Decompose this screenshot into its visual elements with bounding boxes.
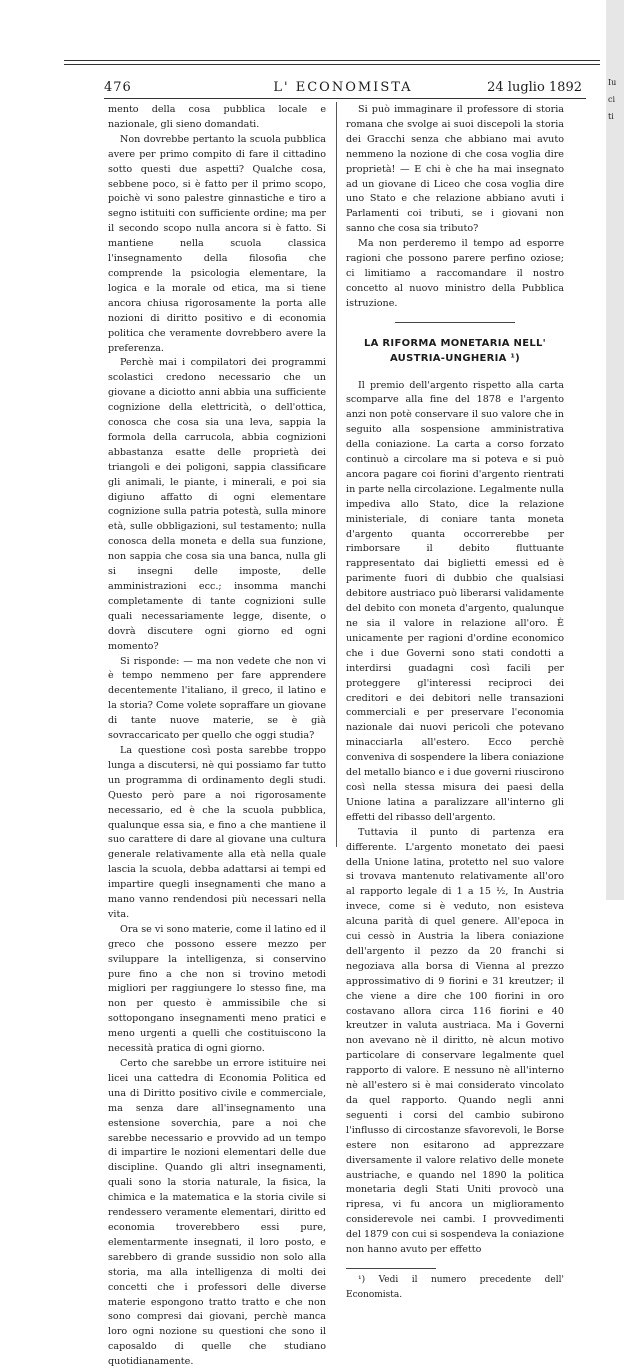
paragraph: Ma non perderemo il tempo ad esporre ragioni che possono parere perfino oziose; ci limitiamo a raccomandare il nostro concetto al nuovo ministro della Pubblica istruzione. bbox=[346, 238, 564, 309]
paragraph: Perchè mai i compilatori dei programmi scolastici credono necessario che un giovane a diciotto anni abbia una sufficiente cognizione della elettricità, o dell'ottica, conosca che cosa sia una leva, sappia la formola della carrucola, abbia cognizioni abbastanza esatte delle proprietà dei triangoli e dei poligoni, sappia classificare gli animali, le piante, i minerali, e poi sia digiuno affatto di ogni elementare cognizione sulla patria potestà, sulla minore età, sulle obbligazioni, sul testamento; nulla conosca della moneta e della sua funzione, non sappia che cosa sia una banca, nulla gli si insegni delle imposte, delle amministrazioni ecc.; insomma manchi completamente di tante cognizioni sulle quali necessariamente legge, disente, o dovrà discutere ogni giorno ed ogni momento? bbox=[108, 357, 326, 652]
paragraph: Si risponde: — ma non vedete che non vi è tempo nemmeno per fare apprendere decentemente l'italiano, il greco, il latino e la storia? Come volete sopraffare un giovane di tante nuove materie, se è già sovraccaricato per quello che oggi studia? bbox=[108, 655, 326, 742]
paragraph: Si può immaginare il professore di storia romana che svolge ai suoi discepoli la storia dei Gracchi senza che abbiano mai avuto nemmeno la nozione di che cosa voglia dire proprietà! — E chi è che ha mai insegnato ad un giovane di Liceo che cosa voglia dire uno Stato e che relazione abbiano avuti i Parlamenti coi tributi, se i giovani non sanno che cosa sia tributo? bbox=[346, 104, 564, 235]
paragraph: Tuttavia il punto di partenza era differente. L'argento monetato dei paesi della Unione latina, protetto nel suo valore si trovava mantenuto relativamente all'oro al rapporto legale di 1 a 15 ½, In Austria invece, come si è veduto, non esisteva alcuna parità di quel genere. All'epoca in cui cessò in Austria la libera coniazione dell'argento il pezzo da 20 franchi si negoziava alla borsa di Vienna al prezzo approssimativo di 9 fiorini e 31 kreutzer; il che viene a dire che 100 fiorini in oro costavano allora circa 116 fiorini e 40 kreutzer in valuta austriaca. Ma i Governi non avevano nè il diritto, nè alcun motivo particolare di conservare legalmente quel rapporto di valore. E nessuno nè all'interno nè all'estero si è mai considerato vincolato da quel rapporto. Quando negli anni seguenti i corsi del cambio subirono l'influsso di circostanze sfavorevoli, le Borse estere non esitarono ad apprezzare diversamente il valore relativo delle monete austriache, e quando nel 1890 la politica monetaria degli Stati Uniti provocò una ripresa, vi fu ancora un miglioramento considerevole nei cambi. I provvedimenti del 1879 con cui si sospendeva la coniazione non hanno avuto per effetto bbox=[346, 826, 564, 1256]
column-divider bbox=[336, 102, 337, 847]
margin-fragment: ci bbox=[608, 95, 616, 104]
page-number: 476 bbox=[104, 80, 132, 95]
paragraph: mento della cosa pubblica locale e nazionale, gli sieno domandati. bbox=[108, 104, 326, 130]
journal-title: L' ECONOMISTA bbox=[273, 80, 413, 95]
paragraph: Certo che sarebbe un errore istituire nei licei una cattedra di Economia Politica ed una di Diritto positivo civile e commerciale, ma senza dare all'insegnamento una estensione soverchia, pare a noi che sarebbe necessario e provvido ad un tempo di impartire le nozioni elementari delle due discipline. Quando gli altri insegnamenti, quali sono la storia naturale, la fisica, la chimica e la matematica e la storia civile si rendessero veramente elementari, diritto ed economia troverebbero essi pure, elementarmente insegnati, il loro posto, e sarebbero di grande sussidio non solo alla storia, ma alla intelligenza di molti dei concetti che i professori delle diverse materie espongono tratto tratto e che non sono compresi dai giovani, perchè manca loro ogni nozione su questioni che sono il caposaldo di quelle che studiano quotidianamente. bbox=[108, 1058, 326, 1368]
footnote-rule bbox=[346, 1268, 436, 1269]
footnote: ¹) Vedi il numero precedente dell' Economista. bbox=[346, 1274, 564, 1300]
journal-page bbox=[64, 58, 600, 1368]
header-rule bbox=[104, 98, 586, 99]
paragraph: La questione così posta sarebbe troppo lunga a discutersi, nè qui possiamo far tutto un programma di ordinamento degli studi. Questo però pare a noi rigorosamente necessario, ed è che la scuola pubblica, qualunque essa sia, e fino a che mantiene il suo carattere di dare al giovane una cultura generale relativamente alla età nella quale lascia la scuola, debba adattarsi ai tempi ed impartire quegli insegnamenti che mano a mano vanno rendendosi più necessari nella vita. bbox=[108, 744, 326, 920]
paragraph: Ora se vi sono materie, come il latino ed il greco che possono essere mezzo per sviluppare la intelligenza, si conservino pure fino a che non si trovino metodi migliori per raggiungere lo stesso fine, ma non per questo è ammissibile che si sottopongano insegnamenti meno pratici e meno urgenti a quelli che costituiscono la necessità pratica di ogni giorno. bbox=[108, 923, 326, 1055]
page-header bbox=[104, 80, 582, 98]
paragraph: Non dovrebbe pertanto la scuola pubblica avere per primo compito di fare il cittadino sotto questi due aspetti? Qualche cosa, sebbene poco, si è fatto per il primo scopo, poichè vi sono palestre ginnastiche e tiro a segno istituiti con sufficiente ordine; ma per il secondo scopo nulla ancora si è fatto. Si mantiene nella scuola classica l'insegnamento della filosofia che comprende la psicologia elementare, la logica e la morale od etica, ma si tiene ancora chiusa rigorosamente la porta alle nozioni di diritto positivo e di economia politica che veramente dovrebbero avere la preferenza. bbox=[108, 133, 326, 354]
adjacent-page-fragments bbox=[608, 78, 616, 129]
issue-date: 24 luglio 1892 bbox=[487, 80, 582, 95]
margin-fragment: ti bbox=[608, 112, 614, 121]
article-title: LA RIFORMA MONETARIA NELL' AUSTRIA-UNGHERIA ¹) bbox=[363, 337, 547, 364]
top-border-rule bbox=[64, 60, 600, 65]
adjacent-page-edge bbox=[606, 0, 624, 900]
paragraph: Il premio dell'argento rispetto alla carta scomparve alla fine del 1878 e l'argento anzi non potè conservare il suo valore che in seguito alla sospensione amministrativa della coniazione. La carta a corso forzato continuò a circolare ma si poteva e si può ancora pagare coi fiorini d'argento rientrati in parte nella circolazione. Legalmente nulla impediva allo Stato, dice la relazione ministeriale, di coniare tanta moneta d'argento quanta occorrerebbe per rimborsare il debito fluttuante rappresentato dai biglietti emessi ed è parimente fuori di dubbio che qualsiasi debitore austriaco può liberarsi validamente del debito con moneta d'argento, qualunque ne sia il valore in relazione all'oro. È unicamente per ragioni d'ordine economico che i due Governi sono stati condotti a interdirsi guadagni così facili per proteggere gl'interessi reciproci dei creditori e dei debitori nelle transazioni commerciali e per preservare l'economia nazionale dai nuovi pericoli che potevano minacciarla all'estero. Ecco perchè convenivа di sospendere la libera coniazione del metallo bianco e i due governi riuscirono così nella stessa misura dei paesi della Unione latina a paralizzare all'interno gli effetti del ribasso dell'argento. bbox=[346, 379, 564, 823]
margin-fragment: Iu bbox=[608, 78, 617, 87]
right-column bbox=[346, 103, 564, 1303]
left-column bbox=[108, 103, 326, 1370]
section-separator bbox=[395, 322, 515, 323]
